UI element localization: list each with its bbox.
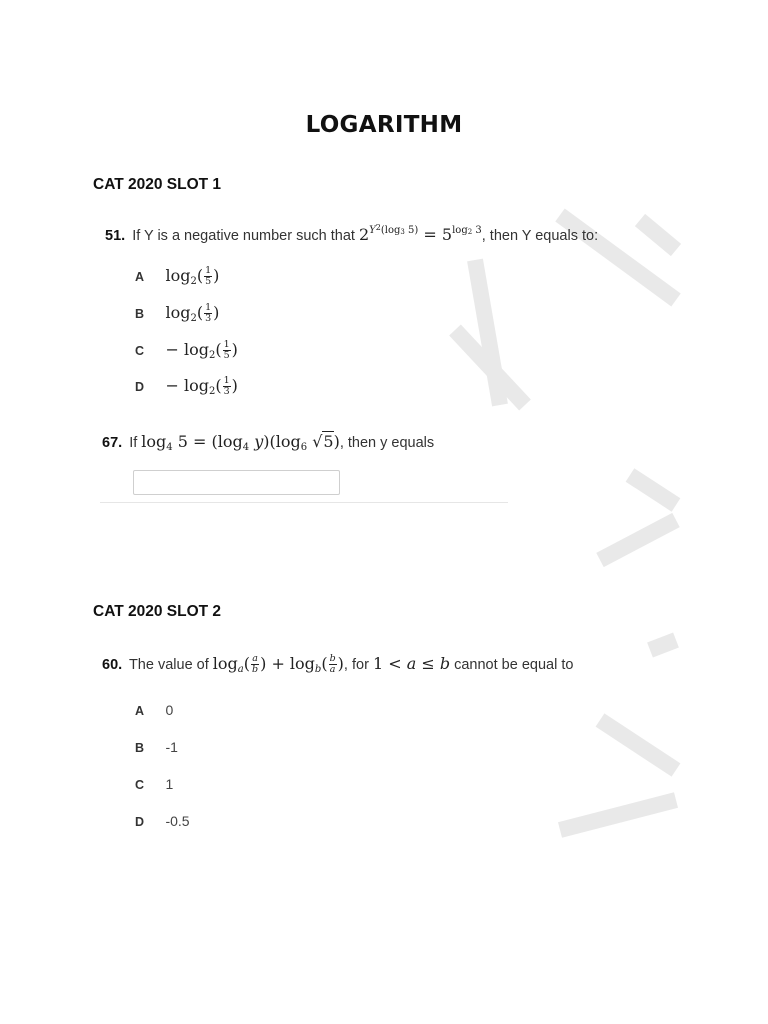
question-text-end: , then Y equals to: (481, 228, 599, 244)
question-number: 51. (105, 228, 126, 244)
option-letter: C (135, 344, 145, 358)
question-text-end: cannot be equal to (454, 657, 574, 673)
divider (100, 502, 508, 503)
section-heading-slot-2: CAT 2020 SLOT 2 (93, 603, 222, 620)
option-c[interactable] (135, 776, 173, 794)
page-title: LOGARITHM (305, 112, 463, 138)
option-letter: D (135, 380, 145, 394)
option-a[interactable] (135, 266, 219, 287)
option-c[interactable] (135, 340, 238, 361)
question-equation: $\log_a$( $\frac{a}{b}$ ) + $\log_b$( $\frac{b}{a}$ ) (212, 653, 344, 675)
question-text: The value of (128, 657, 209, 673)
option-math: $\log_2$( $\frac{1}{3}$ ) (165, 302, 220, 324)
question-60 (102, 654, 573, 675)
section-heading-slot-1: CAT 2020 SLOT 1 (93, 176, 222, 193)
option-b[interactable] (135, 303, 219, 324)
option-letter: C (135, 778, 145, 792)
question-equation: $\log_4 5 = (\log_4$ $y)(\log_6$ √5) (141, 432, 340, 453)
option-text: -1 (165, 739, 178, 755)
question-number: 67. (102, 435, 123, 451)
question-number: 60. (102, 657, 123, 673)
question-51 (105, 223, 598, 244)
option-d[interactable] (135, 376, 238, 397)
option-math: $\log_2$( $\frac{1}{5}$ ) (165, 265, 220, 287)
option-letter: A (135, 270, 145, 284)
option-letter: D (135, 815, 145, 829)
option-text: -0.5 (165, 813, 190, 829)
question-text: If Y is a negative number such that (132, 228, 355, 244)
answer-input[interactable] (133, 470, 340, 495)
option-letter: B (135, 741, 145, 755)
option-text: 1 (165, 776, 174, 792)
option-a[interactable] (135, 702, 173, 720)
option-d[interactable] (135, 813, 190, 831)
question-67 (102, 432, 434, 453)
option-math: − $\log_2$( $\frac{1}{3}$ ) (165, 375, 238, 397)
question-condition: 1 < a ≤ b (372, 654, 451, 673)
question-text-mid: , for (343, 657, 369, 673)
option-letter: B (135, 307, 145, 321)
option-b[interactable] (135, 739, 178, 757)
question-text: If (129, 435, 138, 451)
option-math: − $\log_2$( $\frac{1}{5}$ ) (165, 339, 238, 361)
question-text-end: , then y equals (339, 435, 435, 451)
option-text: 0 (165, 702, 174, 718)
option-letter: A (135, 704, 145, 718)
question-equation: $2^{Y^2(log3 5)} = 5^{log2 3}$ (358, 223, 482, 244)
